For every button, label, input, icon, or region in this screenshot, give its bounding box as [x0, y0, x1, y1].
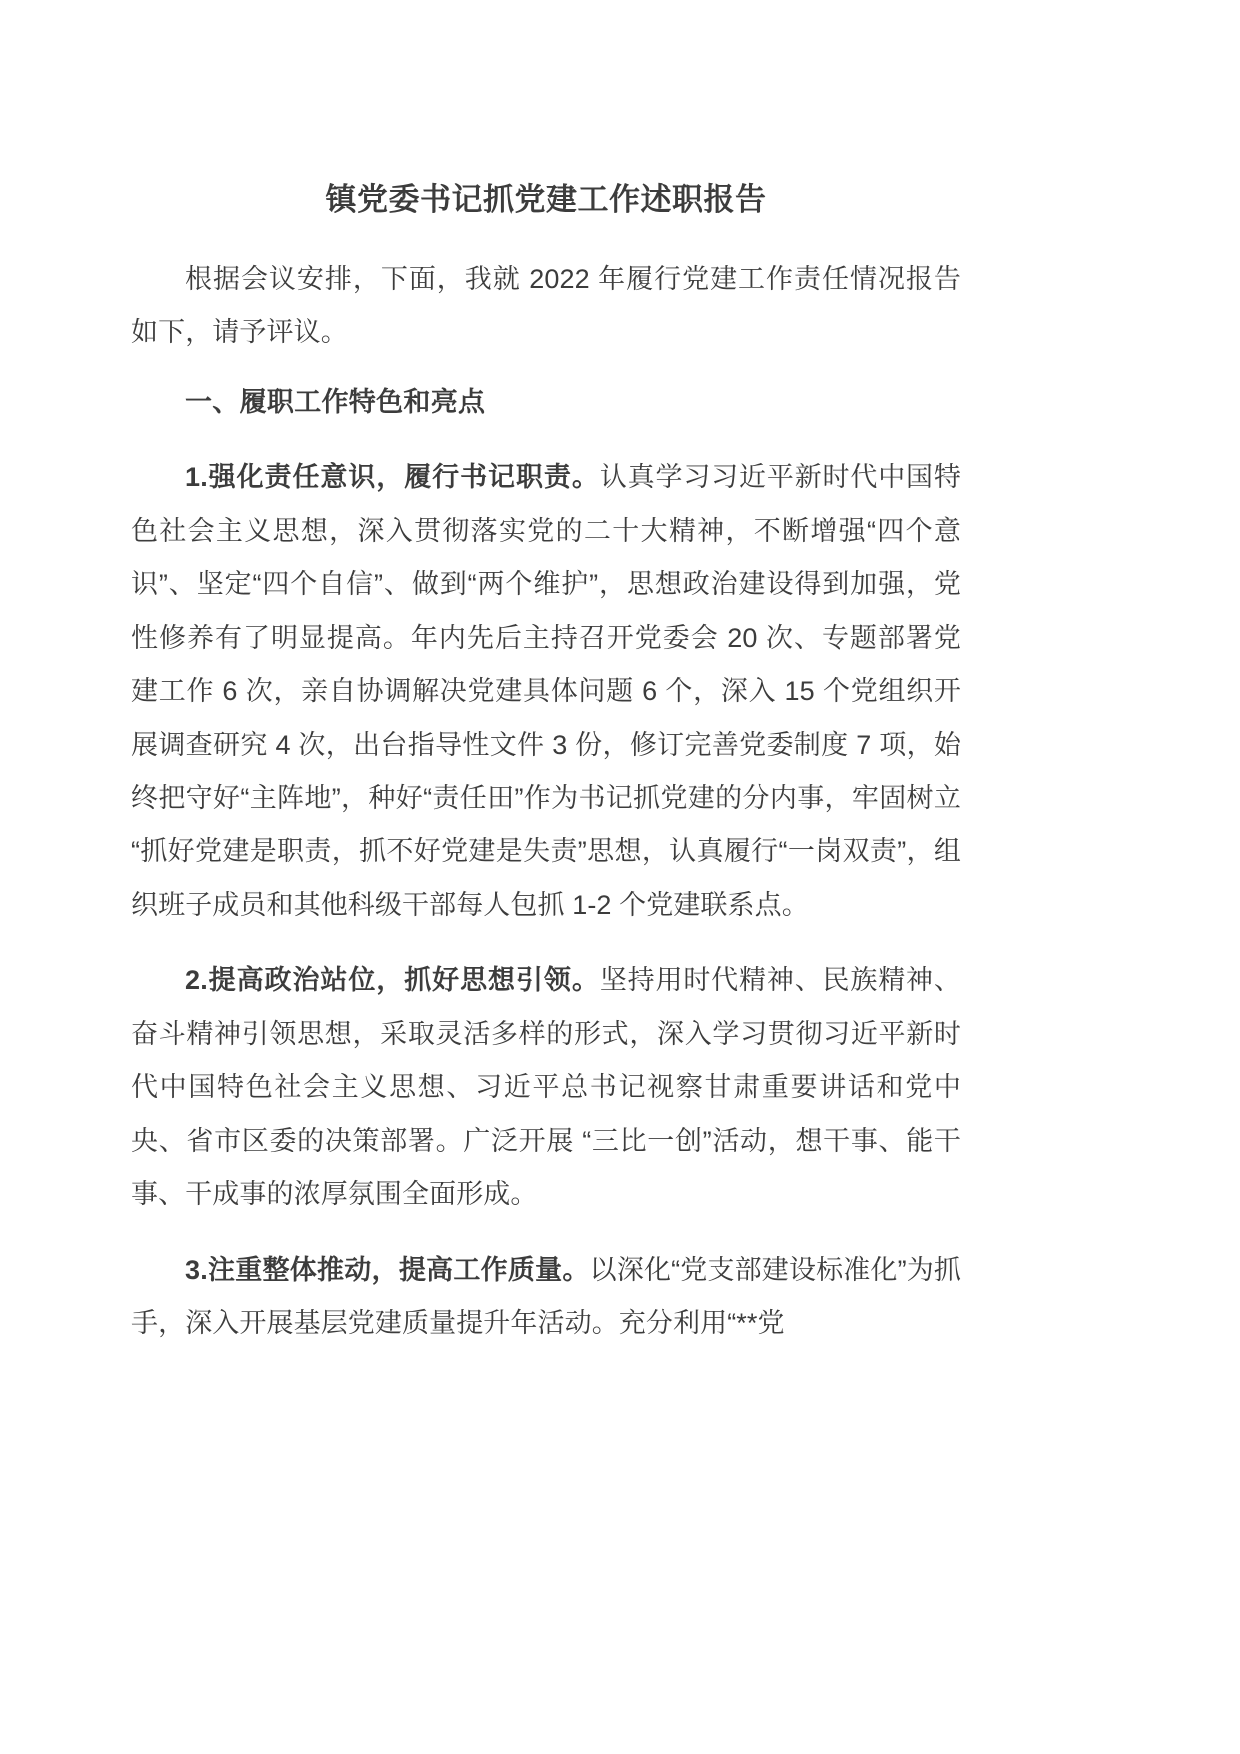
item-2-body: 坚持用时代精神、民族精神、奋斗精神引领思想，采取灵活多样的形式，深入学习贯彻习近平新时代中国特色社会主义思想、习近平总书记视察甘肃重要讲话和党中央、省市区委的决策部署。广泛开展 “三比一创”活动，想干事、能干事、干成事的浓厚氛围全面形成。 — [131, 965, 961, 1210]
item-1-body: 认真学习习近平新时代中国特色社会主义思想，深入贯彻落实党的二十大精神，不断增强“四个意识”、坚定“四个自信”、做到“两个维护”，思想政治建设得到加强，党性修养有了明显提高。年内先后主持召开党委会 20 次、专题部署党建工作 6 次，亲自协调解决党建具体问题 6 个，深入 15 个党组织开展调查研究 4 次，出台指导性文件 3 份，修订完善党委制度 7 项，始终把守好“主阵地”，种好“责任田”作为书记抓党建的分内事，牢固树立“抓好党建是职责，抓不好党建是失责”思想，认真履行“一岗双责”，组织班子成员和其他科级干部每人包抓 1-2 个党建联系点。 — [131, 462, 961, 920]
numbered-item-3 — [131, 1222, 961, 1351]
intro-paragraph: 根据会议安排，下面，我就 2022 年履行党建工作责任情况报告如下，请予评议。 — [131, 263, 961, 348]
section-heading-one: 一、履职工作特色和亮点 — [185, 386, 486, 417]
numbered-item-2 — [131, 932, 961, 1221]
item-2-lead: 2.提高政治站位，抓好思想引领。 — [185, 965, 600, 996]
numbered-item-1 — [131, 429, 961, 932]
item-3-lead: 3.注重整体推动，提高工作质量。 — [185, 1254, 590, 1285]
item-1-lead: 1.强化责任意识，履行书记职责。 — [185, 462, 600, 493]
item-3-body: 以深化“党支部建设标准化”为抓手，深入开展基层党建质量提升年活动。充分利用“**党 — [131, 1254, 962, 1339]
document-title: 镇党委书记抓党建工作述职报告 — [325, 182, 767, 217]
document-content — [131, 0, 961, 1351]
